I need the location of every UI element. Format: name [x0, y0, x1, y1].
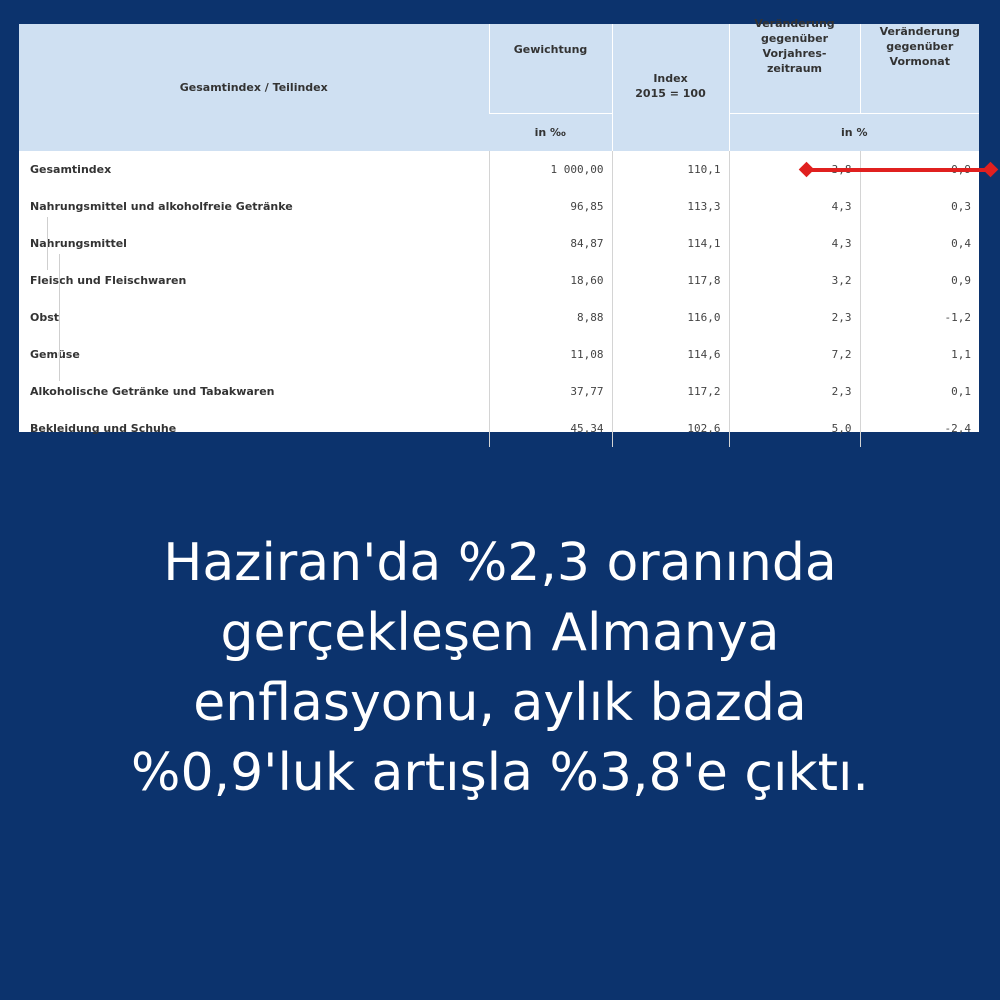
- row-yoy: 7,2: [729, 336, 860, 373]
- row-mom: 1,1: [860, 336, 979, 373]
- inflation-table-screenshot: [19, 17, 979, 435]
- header-yoy-line1: Veränderung: [754, 17, 835, 30]
- header-mom-line1: Veränderung: [879, 25, 960, 38]
- row-weight: 1 000,00: [489, 151, 612, 188]
- row-label: Gesamtindex: [30, 163, 112, 176]
- row-index: 102,6: [612, 410, 729, 447]
- row-yoy: 4,3: [729, 188, 860, 225]
- table-row: [19, 336, 979, 373]
- row-mom: 0,4: [860, 225, 979, 262]
- row-yoy: 4,3: [729, 225, 860, 262]
- row-index: 117,8: [612, 262, 729, 299]
- header-weight-unit: in ‰: [489, 114, 612, 152]
- row-yoy: 2,3: [729, 373, 860, 410]
- caption-line-1: Haziran'da %2,3 oranında: [163, 533, 837, 593]
- row-label: Obst: [19, 299, 489, 336]
- header-mom-line2: gegenüber: [886, 40, 954, 53]
- row-index: 113,3: [612, 188, 729, 225]
- row-yoy: 2,3: [729, 299, 860, 336]
- row-label: Alkoholische Getränke und Tabakwaren: [30, 385, 275, 398]
- highlight-line: [806, 168, 989, 172]
- header-change-yoy: [729, 17, 860, 114]
- row-weight: 37,77: [489, 373, 612, 410]
- row-label: Nahrungsmittel und alkoholfreie Getränke: [30, 200, 293, 213]
- row-mom: -1,2: [860, 299, 979, 336]
- header-yoy-line2: gegenüber: [760, 32, 829, 45]
- table-row: [19, 188, 979, 225]
- row-weight: 11,08: [489, 336, 612, 373]
- header-index-base-label: 2015 = 100: [635, 86, 706, 100]
- table-row: [19, 262, 979, 299]
- highlight-diamond-right: [983, 162, 999, 178]
- row-mom: 0,3: [860, 188, 979, 225]
- row-label: Gemüse: [19, 336, 489, 373]
- table-row: [19, 225, 979, 262]
- cpi-table: [19, 17, 979, 447]
- caption-line-4: %0,9'luk artışla %3,8'e çıktı.: [131, 743, 869, 803]
- header-yoy-line3: Vorjahres-: [762, 47, 827, 60]
- row-index: 114,1: [612, 225, 729, 262]
- table-row: [19, 410, 979, 447]
- row-index: 117,2: [612, 373, 729, 410]
- row-weight: 84,87: [489, 225, 612, 262]
- row-weight: 8,88: [489, 299, 612, 336]
- row-mom: 0,1: [860, 373, 979, 410]
- header-index-base: [612, 24, 729, 151]
- header-index-name: Gesamtindex / Teilindex: [19, 24, 489, 151]
- header-change-unit: in %: [729, 114, 979, 152]
- header-change-mom: [860, 24, 979, 114]
- row-yoy: 3,2: [729, 262, 860, 299]
- row-index: 116,0: [612, 299, 729, 336]
- row-label: Bekleidung und Schuhe: [30, 422, 177, 435]
- header-yoy-line4: zeitraum: [766, 62, 823, 75]
- row-index: 114,6: [612, 336, 729, 373]
- table-row: [19, 373, 979, 410]
- caption-line-3: enflasyonu, aylık bazda: [193, 673, 807, 733]
- row-mom: 0,9: [860, 262, 979, 299]
- row-yoy: 5,0: [729, 410, 860, 447]
- header-mom-line3: Vormonat: [889, 55, 950, 68]
- header-index-label: Index: [653, 71, 688, 85]
- table-row: [19, 299, 979, 336]
- row-label: Nahrungsmittel: [19, 225, 489, 262]
- row-label: Fleisch und Fleischwaren: [19, 262, 489, 299]
- row-mom: -2,4: [860, 410, 979, 447]
- caption-line-2: gerçekleşen Almanya: [220, 603, 780, 663]
- row-weight: 96,85: [489, 188, 612, 225]
- row-weight: 18,60: [489, 262, 612, 299]
- headline-caption: [20, 528, 980, 808]
- row-index: 110,1: [612, 151, 729, 188]
- row-weight: 45,34: [489, 410, 612, 447]
- header-weight: Gewichtung: [489, 24, 612, 114]
